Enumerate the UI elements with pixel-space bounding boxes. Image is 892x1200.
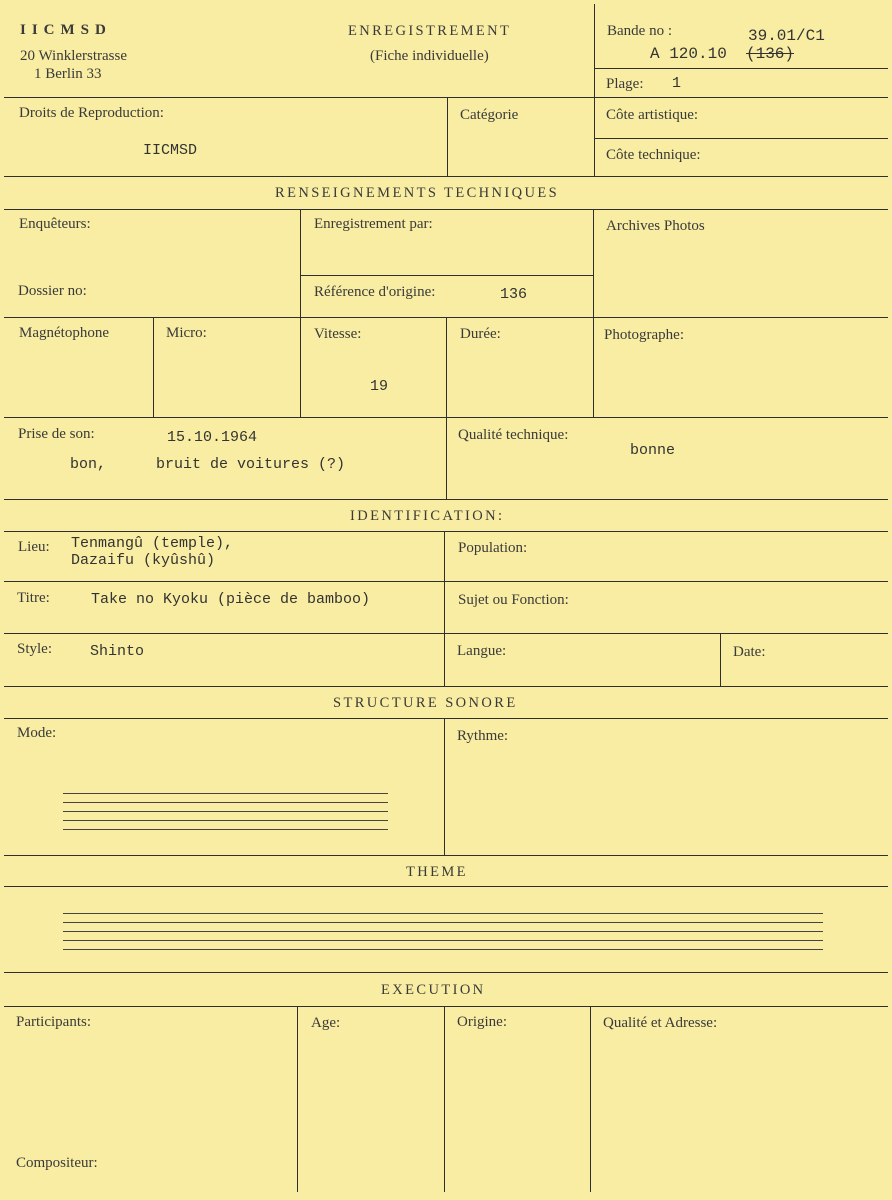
mode-label: Mode: [17,725,57,741]
rythme-label: Rythme: [457,728,509,744]
rule [594,97,888,98]
bande-value-struck: (136) [746,45,795,63]
rule [594,4,595,176]
qualite-technique-label: Qualité technique: [458,427,569,443]
section-theme: THEME [406,864,468,880]
rule [444,531,445,686]
rule [720,633,721,686]
cote-artistique-label: Côte artistique: [606,107,699,123]
prise-note-1: bon, [70,456,107,473]
qualite-adresse-label: Qualité et Adresse: [603,1015,718,1031]
rule [4,1006,888,1007]
section-structure-sonore: STRUCTURE SONORE [333,695,518,711]
rule [4,855,888,856]
plage-label: Plage: [606,76,644,92]
rule [4,718,888,719]
address-line-1: 20 Winklerstrasse [20,48,128,64]
reference-label: Référence d'origine: [314,284,436,300]
rule [590,1006,591,1192]
prise-date: 15.10.1964 [167,429,258,446]
rule [153,317,154,417]
rule [447,97,448,176]
langue-label: Langue: [457,643,507,659]
archives-photos-label: Archives Photos [606,218,705,234]
bande-value-secondary: A 120.10 [650,45,727,63]
duree-label: Durée: [460,326,501,342]
staff-line [63,793,388,794]
rule [297,1006,298,1192]
section-identification: IDENTIFICATION: [350,508,505,524]
rule [4,209,888,210]
participants-label: Participants: [16,1014,91,1030]
dossier-label: Dossier no: [18,283,87,299]
rule [593,209,594,417]
magnetophone-label: Magnétophone [19,325,109,341]
style-value: Shinto [90,643,145,660]
vitesse-value: 19 [370,378,389,395]
address-line-2: 1 Berlin 33 [34,66,102,82]
plage-value: 1 [672,75,682,92]
rule [4,686,888,687]
micro-label: Micro: [166,325,207,341]
compositeur-label: Compositeur: [16,1155,98,1171]
rule [4,581,888,582]
staff-line [63,931,823,932]
reference-value: 136 [500,286,528,303]
rule [444,718,445,855]
section-renseignements: RENSEIGNEMENTS TECHNIQUES [275,185,560,201]
rule [4,499,888,500]
staff-line [63,922,823,923]
staff-line [63,913,823,914]
titre-label: Titre: [17,590,50,606]
sujet-label: Sujet ou Fonction: [458,592,569,608]
rule [4,633,888,634]
rule [4,176,888,177]
enregistrement-par-label: Enregistrement par: [314,216,433,232]
bande-value: 39.01/C1 [748,27,825,45]
population-label: Population: [458,540,528,556]
rule [4,97,594,98]
rule [594,68,888,69]
rule [446,317,447,499]
staff-line [63,949,823,950]
rule [4,886,888,887]
age-label: Age: [311,1015,341,1031]
categorie-label: Catégorie [460,107,519,123]
staff-line [63,940,823,941]
lieu-value-2: Dazaifu (kyûshû) [71,552,216,569]
staff-line [63,811,388,812]
cote-technique-label: Côte technique: [606,147,701,163]
qualite-technique-value: bonne [630,442,676,459]
rule [4,417,888,418]
institute-logo: IICMSD [20,22,112,38]
origine-label: Origine: [457,1014,507,1030]
staff-line [63,820,388,821]
lieu-label: Lieu: [18,539,50,555]
enqueteurs-label: Enquêteurs: [19,216,91,232]
photographe-label: Photographe: [604,327,684,343]
date-label: Date: [733,644,766,660]
prise-note-2: bruit de voitures (?) [156,456,346,473]
staff-line [63,829,388,830]
form-title: ENREGISTREMENT [348,23,512,39]
rule [594,138,888,139]
bande-label: Bande no : [607,23,672,39]
rule [300,209,301,417]
vitesse-label: Vitesse: [314,326,362,342]
staff-line [63,802,388,803]
form-subtitle: (Fiche individuelle) [370,48,489,64]
rule [4,531,888,532]
rule [444,1006,445,1192]
prise-label: Prise de son: [18,426,95,442]
titre-value: Take no Kyoku (pièce de bamboo) [91,591,371,608]
rule [4,972,888,973]
section-execution: EXECUTION [381,982,486,998]
droits-label: Droits de Reproduction: [19,105,164,121]
droits-value: IICMSD [143,142,198,159]
style-label: Style: [17,641,53,657]
rule [300,275,593,276]
lieu-value-1: Tenmangû (temple), [71,535,234,552]
